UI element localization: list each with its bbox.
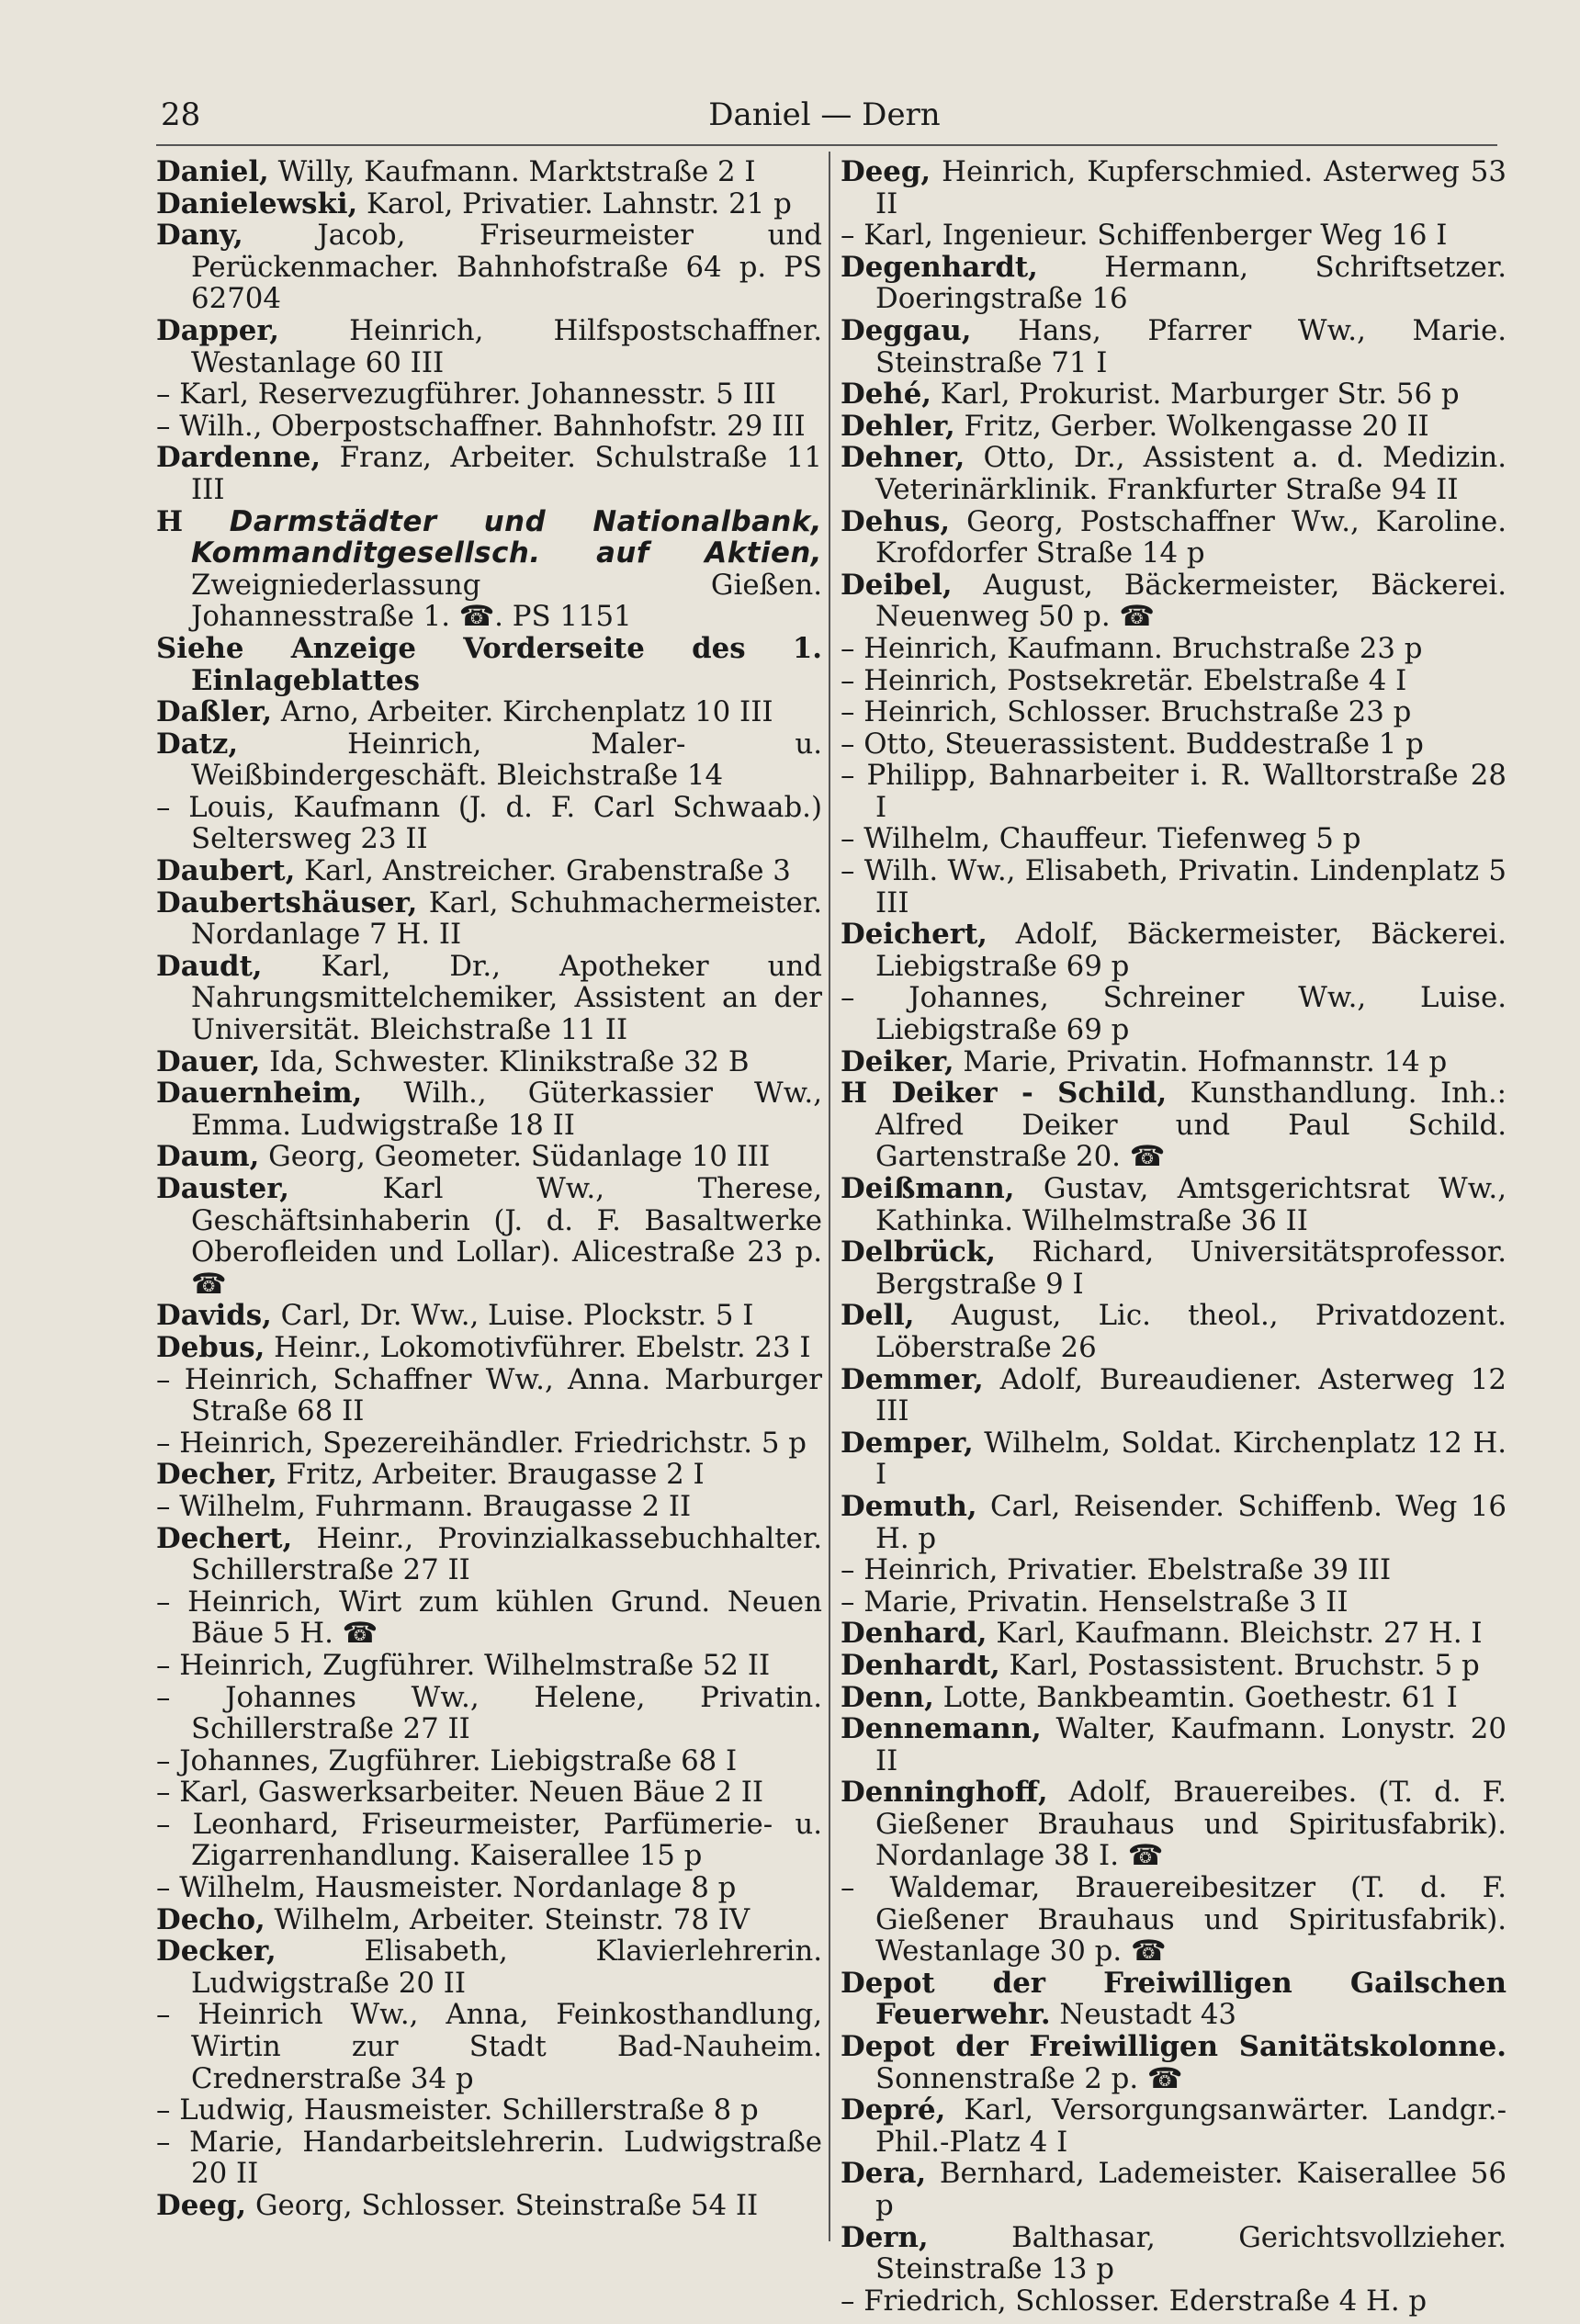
entry-name: Decho,	[156, 1902, 265, 1936]
entry-details: Karl Ww., Therese, Geschäftsinhaberin (J. d. F. Basaltwerke Oberofleiden und Lollar). Alicestraße 23 p. ☎	[191, 1172, 822, 1301]
directory-entry	[841, 633, 1507, 665]
entry-details: – Philipp, Bahnarbeiter i. R. Walltorstraße 28 I	[841, 759, 1507, 824]
directory-entry	[841, 411, 1507, 443]
entry-details: – Wilh. Ww., Elisabeth, Privatin. Lindenplatz 5 III	[841, 854, 1507, 919]
directory-entry	[156, 1332, 822, 1364]
entry-details: Heinr., Provinzialkassebuchhalter. Schillerstraße 27 II	[191, 1521, 822, 1587]
entry-details: Fritz, Gerber. Wolkengasse 20 II	[954, 409, 1429, 443]
entry-details: Adolf, Bäckermeister, Bäckerei. Liebigstraße 69 p	[875, 918, 1507, 983]
entry-details: – Marie, Privatin. Henselstraße 3 II	[841, 1585, 1349, 1619]
entry-name: Denninghoff,	[841, 1776, 1048, 1810]
entry-details: Karl, Postassistent. Bruchstr. 5 p	[999, 1648, 1480, 1682]
entry-details: – Wilhelm, Chauffeur. Tiefenweg 5 p	[841, 822, 1361, 856]
entry-name: Deißmann,	[841, 1172, 1015, 1205]
entry-details: Gustav, Amtsgerichtsrat Ww., Kathinka. Wilhelmstraße 36 II	[875, 1172, 1507, 1237]
directory-entry	[156, 2127, 822, 2190]
directory-entry	[841, 2158, 1507, 2221]
entry-name: Denhardt,	[841, 1648, 1000, 1682]
entry-name: Dechert,	[156, 1521, 293, 1555]
entry-details: – Marie, Handarbeitslehrerin. Ludwigstraße 20 II	[156, 2125, 822, 2191]
directory-entry	[156, 220, 822, 315]
entry-details: – Karl, Gaswerksarbeiter. Neuen Bäue 2 II	[156, 1776, 764, 1810]
entry-name: Depot der Freiwilligen Sanitätskolonne.	[841, 2030, 1507, 2064]
entry-details: – Leonhard, Friseurmeister, Parfümerie- u. Zigarrenhandlung. Kaiserallee 15 p	[156, 1807, 822, 1873]
entry-details: Carl, Dr. Ww., Luise. Plockstr. 5 I	[271, 1299, 754, 1333]
column-divider	[829, 152, 830, 2241]
entry-details: Fritz, Arbeiter. Braugasse 2 I	[276, 1458, 705, 1492]
directory-entry	[841, 1713, 1507, 1777]
entry-name: Dell,	[841, 1299, 915, 1333]
entry-details: – Wilh., Oberpostschaffner. Bahnhofstr. 29 III	[156, 409, 806, 443]
entry-details: Bernhard, Lademeister. Kaiserallee 56 p	[875, 2157, 1507, 2222]
directory-entry	[841, 1364, 1507, 1427]
entry-name: Datz,	[156, 727, 239, 761]
entry-name: Daubert,	[156, 854, 296, 888]
directory-entry	[841, 728, 1507, 761]
entry-details: Georg, Geometer. Südanlage 10 III	[259, 1140, 771, 1174]
entry-details: – Johannes Ww., Helene, Privatin. Schillerstraße 27 II	[156, 1680, 822, 1746]
entry-details: Karl, Kaufmann. Bleichstr. 27 H. I	[987, 1617, 1483, 1651]
directory-entry	[156, 1077, 822, 1141]
entry-details: – Friedrich, Schlosser. Ederstraße 4 H. p	[841, 2284, 1428, 2318]
entry-details: Sonnenstraße 2 p. ☎	[875, 2061, 1183, 2095]
directory-entry	[156, 1935, 822, 1999]
directory-entry	[841, 570, 1507, 633]
entry-details: – Karl, Reservezugführer. Johannesstr. 5 III	[156, 378, 776, 412]
entry-highlight: Darmstädter und Nationalbank, Kommanditgesellsch. auf Aktien,	[191, 504, 823, 570]
entry-name: Daßler,	[156, 695, 273, 729]
entry-name: Demuth,	[841, 1489, 977, 1523]
entry-details: Karl, Versorgungsanwärter. Landgr.-Phil.-Platz 4 I	[875, 2093, 1507, 2159]
entry-name: Danielewski,	[156, 186, 358, 220]
entry-name: H Deiker - Schild,	[841, 1077, 1168, 1111]
entry-name: Demmer,	[841, 1362, 984, 1396]
directory-entry	[156, 1141, 822, 1173]
page-number: 28	[161, 96, 201, 133]
directory-entry	[156, 1046, 822, 1078]
entry-details: Wilh., Güterkassier Ww., Emma. Ludwigstraße 18 II	[191, 1077, 822, 1142]
directory-entry	[841, 2222, 1507, 2285]
entry-name: Davids,	[156, 1299, 272, 1333]
directory-entry	[156, 1586, 822, 1650]
directory-entry	[841, 506, 1507, 570]
entry-details: – Ludwig, Hausmeister. Schillerstraße 8 p	[156, 2093, 759, 2127]
entry-details: – Heinrich, Privatier. Ebelstraße 39 III	[841, 1553, 1392, 1587]
directory-entry	[841, 1427, 1507, 1491]
entry-name: Deggau,	[841, 313, 972, 347]
entry-name: Dehé,	[841, 378, 932, 412]
directory-entry	[156, 1427, 822, 1460]
entry-details: Heinr., Lokomotivführer. Ebelstr. 23 I	[265, 1330, 811, 1364]
entry-name: Dennemann,	[841, 1712, 1042, 1746]
entry-details: August, Lic. theol., Privatdozent. Löberstraße 26	[875, 1299, 1507, 1364]
entry-name: Daudt,	[156, 949, 263, 983]
directory-entry	[156, 442, 822, 505]
entry-name: Degenhardt,	[841, 250, 1038, 284]
directory-entry	[841, 1077, 1507, 1173]
entry-details: Karl, Dr., Apotheker und Nahrungsmittelchemiker, Assistent an der Universität. Bleichstraße 11 II	[191, 949, 822, 1047]
directory-entry	[841, 1586, 1507, 1619]
directory-entry	[156, 696, 822, 728]
entry-details: Karol, Privatier. Lahnstr. 21 p	[357, 186, 792, 220]
directory-entry	[841, 1682, 1507, 1714]
entry-details: Franz, Arbeiter. Schulstraße 11 III	[191, 441, 822, 506]
directory-entry	[841, 696, 1507, 728]
entry-details: Hermann, Schriftsetzer. Doeringstraße 16	[875, 250, 1507, 316]
entry-name: H	[156, 504, 230, 538]
entry-name: Dauer,	[156, 1044, 261, 1078]
entry-name: Deibel,	[841, 568, 953, 602]
directory-entry	[156, 728, 822, 792]
entry-name: Dern,	[841, 2220, 929, 2254]
entry-details: Kunsthandlung. Inh.: Alfred Deiker und Paul Schild. Gartenstraße 20. ☎	[875, 1077, 1507, 1174]
directory-entry	[156, 887, 822, 951]
directory-entry	[841, 982, 1507, 1045]
entry-details: Otto, Dr., Assistent a. d. Medizin. Veterinärklinik. Frankfurter Straße 94 II	[875, 441, 1507, 506]
directory-entry	[156, 1999, 822, 2094]
directory-entry	[156, 506, 822, 633]
directory-entry	[841, 823, 1507, 855]
entry-details: Hans, Pfarrer Ww., Marie. Steinstraße 71 I	[875, 313, 1507, 379]
directory-entry	[156, 2094, 822, 2127]
entry-details: Heinrich, Hilfspostschaffner. Westanlage 60 III	[191, 313, 822, 379]
directory-entry	[841, 2094, 1507, 2158]
entry-name: Daum,	[156, 1140, 260, 1174]
directory-entry	[156, 188, 822, 220]
entry-details: – Heinrich, Wirt zum kühlen Grund. Neuen Bäue 5 H. ☎	[156, 1585, 822, 1651]
entry-details: Marie, Privatin. Hofmannstr. 14 p	[954, 1044, 1448, 1078]
entry-name: Delbrück,	[841, 1235, 996, 1269]
entry-name: Dauernheim,	[156, 1077, 363, 1111]
directory-entry	[841, 665, 1507, 697]
directory-entry	[841, 1554, 1507, 1586]
entry-details: Georg, Schlosser. Steinstraße 54 II	[246, 2189, 759, 2222]
directory-entry	[841, 1236, 1507, 1300]
directory-entry	[841, 156, 1507, 220]
directory-entry	[841, 1300, 1507, 1363]
entry-details: Karl, Prokurist. Marburger Str. 56 p	[931, 378, 1460, 412]
directory-entry	[156, 315, 822, 378]
directory-entry	[841, 252, 1507, 315]
directory-entry	[156, 411, 822, 443]
entry-details: Wilhelm, Soldat. Kirchenplatz 12 H. I	[875, 1426, 1507, 1492]
directory-entry	[156, 1364, 822, 1427]
directory-entry	[156, 1682, 822, 1745]
entry-details: – Heinrich, Spezereihändler. Friedrichstr. 5 p	[156, 1426, 807, 1460]
entry-details: Balthasar, Gerichtsvollzieher. Steinstraße 13 p	[875, 2220, 1507, 2286]
directory-entry	[841, 919, 1507, 982]
right-column	[841, 156, 1507, 2317]
directory-entry	[156, 1904, 822, 1936]
entry-name: Denhard,	[841, 1617, 988, 1651]
entry-details: Karl, Schuhmachermeister. Nordanlage 7 H. II	[191, 886, 822, 952]
entry-details: – Karl, Ingenieur. Schiffenberger Weg 16 I	[841, 219, 1448, 253]
entry-details: August, Bäckermeister, Bäckerei. Neuenweg 50 p. ☎	[875, 568, 1507, 634]
directory-entry	[156, 1872, 822, 1904]
entry-details: Adolf, Bureaudiener. Asterweg 12 III	[875, 1362, 1507, 1428]
entry-details: Karl, Anstreicher. Grabenstraße 3	[295, 854, 791, 888]
directory-entry	[841, 1872, 1507, 1968]
directory-entry	[156, 1173, 822, 1300]
entry-name: Daubertshäuser,	[156, 886, 418, 919]
entry-details: – Heinrich, Kaufmann. Bruchstraße 23 p	[841, 631, 1423, 665]
entry-details: Heinrich, Kupferschmied. Asterweg 53 II	[875, 155, 1507, 220]
entry-details: – Johannes, Schreiner Ww., Luise. Liebigstraße 69 p	[841, 981, 1507, 1047]
entry-details: Richard, Universitätsprofessor. Bergstraße 9 I	[875, 1235, 1507, 1301]
directory-entry	[841, 1173, 1507, 1236]
directory-entry	[841, 1618, 1507, 1650]
directory-entry	[156, 1300, 822, 1332]
entry-details: Elisabeth, Klavierlehrerin. Ludwigstraße 20 II	[191, 1935, 822, 2000]
entry-name: Dapper,	[156, 313, 280, 347]
entry-name: Dany,	[156, 219, 243, 253]
entry-name: Dauster,	[156, 1172, 289, 1205]
directory-entry	[156, 633, 822, 696]
entry-name: Denn,	[841, 1680, 934, 1714]
entry-details: Willy, Kaufmann. Marktstraße 2 I	[268, 155, 756, 188]
entry-name: Dehner,	[841, 441, 965, 475]
directory-entry	[841, 2031, 1507, 2094]
entry-details: Jacob, Friseurmeister und Perückenmacher. Bahnhofstraße 64 p. PS 62704	[191, 219, 822, 316]
entry-details: – Waldemar, Brauereibesitzer (T. d. F. Gießener Brauhaus und Spiritusfabrik). Westanlage 30 p. ☎	[841, 1871, 1507, 1969]
entry-name: Decker,	[156, 1935, 276, 1969]
directory-entry	[841, 760, 1507, 823]
entry-details: Zweigniederlassung Gießen. Johannesstraße 1. ☎. PS 1151	[191, 568, 822, 634]
directory-entry	[156, 1777, 822, 1809]
directory-entry	[841, 1777, 1507, 1872]
directory-entry	[156, 1745, 822, 1777]
directory-entry	[841, 1491, 1507, 1554]
directory-entry	[841, 315, 1507, 378]
entry-details: – Wilhelm, Hausmeister. Nordanlage 8 p	[156, 1871, 737, 1905]
entry-name: Dehler,	[841, 409, 955, 443]
entry-details: Adolf, Brauereibes. (T. d. F. Gießener Brauhaus und Spiritusfabrik). Nordanlage 38 I. ☎	[875, 1776, 1507, 1873]
entry-name: Deeg,	[841, 155, 931, 188]
entry-name: Debus,	[156, 1330, 265, 1364]
directory-entry	[156, 2190, 822, 2222]
entry-details: – Otto, Steuerassistent. Buddestraße 1 p	[841, 727, 1424, 761]
directory-entry	[841, 1650, 1507, 1682]
entry-details: – Heinrich, Postsekretär. Ebelstraße 4 I	[841, 663, 1407, 697]
directory-entry	[156, 855, 822, 887]
entry-details: – Heinrich Ww., Anna, Feinkosthandlung, Wirtin zur Stadt Bad-Nauheim. Crednerstraße 34 p	[156, 1998, 822, 2095]
entry-name: Siehe Anzeige Vorderseite des 1. Einlageblattes	[156, 631, 822, 697]
directory-entry	[156, 156, 822, 188]
directory-entry	[156, 1809, 822, 1872]
entry-name: Deeg,	[156, 2189, 247, 2222]
entry-name: Depot der Freiwilligen Gailschen Feuerwehr.	[841, 1966, 1507, 2032]
directory-entry	[156, 951, 822, 1046]
entry-name: Dardenne,	[156, 441, 322, 475]
directory-entry	[156, 1491, 822, 1523]
entry-details: – Heinrich, Zugführer. Wilhelmstraße 52 II	[156, 1648, 771, 1682]
entry-name: Dera,	[841, 2157, 927, 2191]
entry-details: – Heinrich, Schlosser. Bruchstraße 23 p	[841, 695, 1412, 729]
directory-entry	[841, 1046, 1507, 1078]
left-column	[156, 156, 822, 2222]
directory-entry	[841, 1968, 1507, 2031]
entry-details: Walter, Kaufmann. Lonystr. 20 II	[875, 1712, 1507, 1777]
directory-entry	[841, 855, 1507, 919]
directory-entry	[841, 2285, 1507, 2318]
entry-details: Heinrich, Maler- u. Weißbindergeschäft. Bleichstraße 14	[191, 727, 822, 793]
page-header	[161, 96, 1488, 133]
directory-entry	[156, 1523, 822, 1586]
entry-details: Georg, Postschaffner Ww., Karoline. Krofdorfer Straße 14 p	[875, 504, 1507, 570]
directory-entry	[156, 378, 822, 411]
entry-name: Demper,	[841, 1426, 974, 1460]
directory-entry	[156, 1459, 822, 1491]
entry-details: – Heinrich, Schaffner Ww., Anna. Marburger Straße 68 II	[156, 1362, 822, 1428]
running-title: Daniel — Dern	[708, 96, 941, 133]
entry-name: Dehus,	[841, 504, 951, 538]
entry-name: Decher,	[156, 1458, 277, 1492]
entry-details: – Johannes, Zugführer. Liebigstraße 68 I	[156, 1743, 738, 1777]
entry-details: – Louis, Kaufmann (J. d. F. Carl Schwaab.) Seltersweg 23 II	[156, 790, 822, 856]
entry-details: Arno, Arbeiter. Kirchenplatz 10 III	[272, 695, 773, 729]
directory-entry	[841, 220, 1507, 252]
directory-entry	[156, 792, 822, 855]
directory-entry	[156, 1650, 822, 1682]
entry-details: Ida, Schwester. Klinikstraße 32 B	[260, 1044, 750, 1078]
entry-details: Carl, Reisender. Schiffenb. Weg 16 H. p	[875, 1489, 1507, 1555]
entry-details: – Wilhelm, Fuhrmann. Braugasse 2 II	[156, 1489, 692, 1523]
entry-details: Lotte, Bankbeamtin. Goethestr. 61 I	[933, 1680, 1458, 1714]
entry-name: Depré,	[841, 2093, 946, 2127]
entry-name: Daniel,	[156, 155, 269, 188]
entry-name: Deichert,	[841, 918, 988, 952]
entry-details: Wilhelm, Arbeiter. Steinstr. 78 IV	[265, 1902, 750, 1936]
header-rule	[156, 144, 1497, 146]
entry-name: Deiker,	[841, 1044, 954, 1078]
directory-entry	[841, 442, 1507, 505]
entry-details: Neustadt 43	[1050, 1998, 1237, 2032]
directory-entry	[841, 378, 1507, 411]
